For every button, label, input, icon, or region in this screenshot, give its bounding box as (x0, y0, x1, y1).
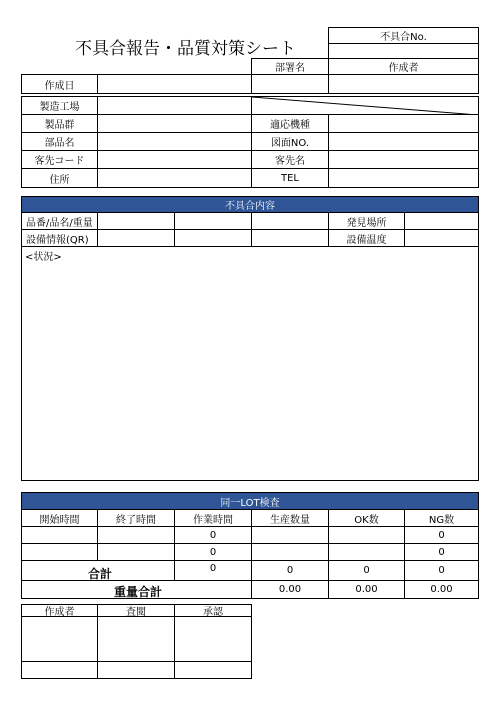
approval-approve-stamp[interactable] (174, 616, 252, 662)
drawing-no-label: 図面NO. (251, 132, 329, 151)
equipment-field-2[interactable] (174, 229, 252, 247)
lot-col-start-time: 開始時間 (21, 509, 98, 527)
approval-review-date[interactable] (97, 661, 175, 679)
weight-total-ok: 0.00 (328, 580, 405, 599)
customer-name-field[interactable] (328, 150, 479, 169)
approval-author-stamp[interactable] (21, 616, 98, 662)
lot-row1-end[interactable] (97, 526, 175, 544)
situation-label: <状況> (25, 252, 62, 263)
factory-field[interactable] (97, 96, 252, 115)
tel-label: TEL (251, 168, 329, 188)
author-label: 作成者 (328, 58, 479, 75)
equipment-field-3[interactable] (251, 229, 329, 247)
item-field-3[interactable] (251, 212, 329, 230)
defect-section-header: 不具合内容 (21, 196, 479, 213)
equipment-field-1[interactable] (97, 229, 175, 247)
lot-row2-production[interactable] (251, 543, 329, 561)
page-title: 不具合報告・品質対策シート (75, 39, 296, 59)
approval-review-stamp[interactable] (97, 616, 175, 662)
lot-col-ng: NG数 (404, 509, 479, 527)
lot-col-production: 生産数量 (251, 509, 329, 527)
lot-total-ok: 0 (328, 560, 405, 581)
part-name-field[interactable] (97, 132, 252, 151)
lot-row1-work-time[interactable]: 0 (174, 526, 252, 544)
lot-total-production: 0 (251, 560, 329, 581)
address-field[interactable] (97, 168, 252, 188)
equipment-temp-field[interactable] (404, 229, 479, 247)
lot-row1-start[interactable] (21, 526, 98, 544)
lot-section-header: 同一LOT検査 (21, 492, 479, 510)
product-group-field[interactable] (97, 114, 252, 133)
lot-row1-ok[interactable] (328, 526, 405, 544)
item-label: 品番/品名/重量 (21, 212, 98, 230)
diagonal-cell (251, 96, 479, 115)
dept-label: 部署名 (251, 58, 329, 75)
lot-row1-production[interactable] (251, 526, 329, 544)
tel-field[interactable] (328, 168, 479, 188)
lot-row2-work-time[interactable]: 0 (174, 543, 252, 561)
lot-total-work-time: 0 (174, 560, 252, 581)
situation-area[interactable] (21, 246, 479, 481)
lot-col-end-time: 終了時間 (97, 509, 175, 527)
approval-approve-date[interactable] (174, 661, 252, 679)
item-field-1[interactable] (97, 212, 175, 230)
product-group-label: 製品群 (21, 114, 98, 133)
lot-col-work-time: 作業時間 (174, 509, 252, 527)
lot-total-label: 合計 (21, 560, 175, 581)
approval-col-approve: 承認 (174, 604, 252, 617)
defect-no-label: 不具合No. (328, 27, 479, 44)
found-place-label: 発見場所 (328, 212, 405, 230)
applicable-model-field[interactable] (328, 114, 479, 133)
customer-code-field[interactable] (97, 150, 252, 169)
customer-name-label: 客先名 (251, 150, 329, 169)
factory-label: 製造工場 (21, 96, 98, 115)
dept-field[interactable] (251, 74, 329, 94)
part-name-label: 部品名 (21, 132, 98, 151)
approval-col-author: 作成者 (21, 604, 98, 617)
lot-row2-start[interactable] (21, 543, 98, 561)
applicable-model-label: 適応機種 (251, 114, 329, 133)
author-field[interactable] (328, 74, 479, 94)
weight-total-label: 重量合計 (21, 580, 252, 599)
diagonal-line (252, 97, 479, 115)
lot-row2-ok[interactable] (328, 543, 405, 561)
defect-no-field[interactable] (328, 43, 479, 59)
approval-author-date[interactable] (21, 661, 98, 679)
drawing-no-field[interactable] (328, 132, 479, 151)
created-date-label: 作成日 (21, 74, 98, 94)
weight-total-production: 0.00 (251, 580, 329, 599)
found-place-field[interactable] (404, 212, 479, 230)
lot-row1-ng[interactable]: 0 (404, 526, 479, 544)
item-field-2[interactable] (174, 212, 252, 230)
lot-row2-end[interactable] (97, 543, 175, 561)
created-date-field[interactable] (97, 74, 252, 94)
lot-total-ng: 0 (404, 560, 479, 581)
approval-col-review: 査閲 (97, 604, 175, 617)
equipment-label: 設備情報(QR) (21, 229, 98, 247)
lot-row2-ng[interactable]: 0 (404, 543, 479, 561)
address-label: 住所 (21, 168, 98, 188)
lot-col-ok: OK数 (328, 509, 405, 527)
equipment-temp-label: 設備温度 (328, 229, 405, 247)
customer-code-label: 客先コード (21, 150, 98, 169)
weight-total-ng: 0.00 (404, 580, 479, 599)
